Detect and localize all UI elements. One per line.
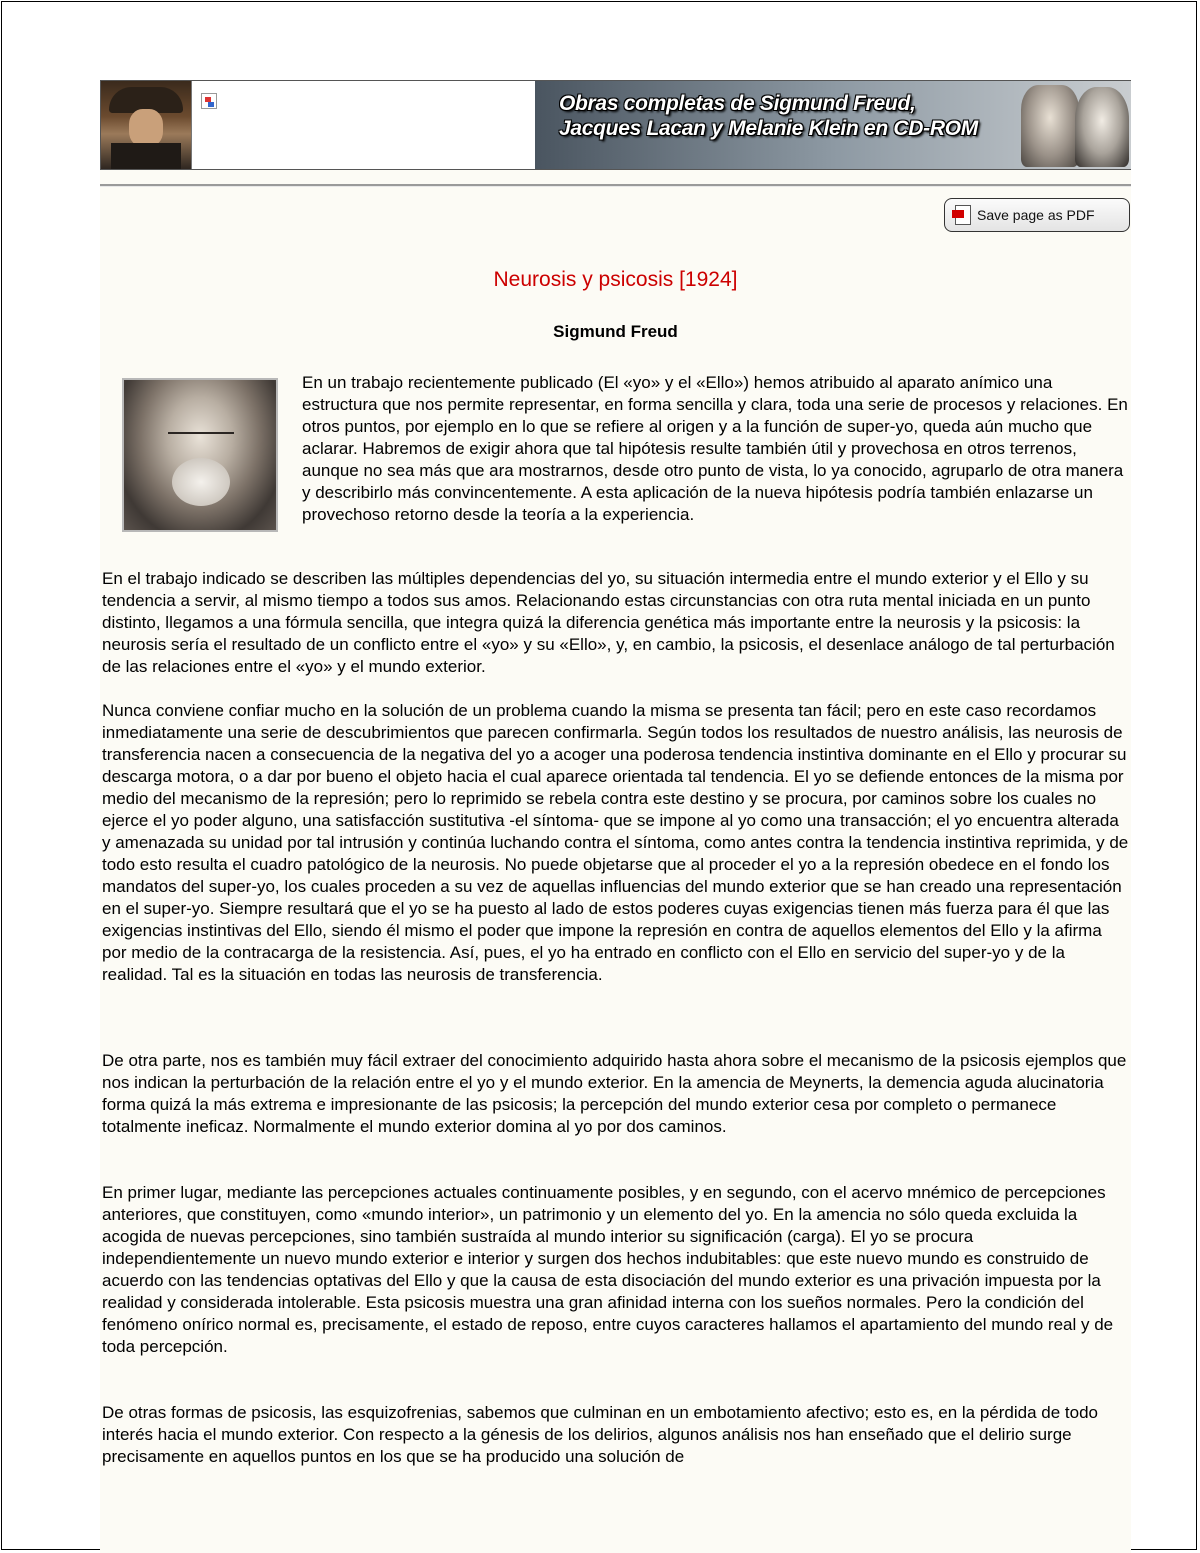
page-title: Neurosis y psicosis [1924] (493, 268, 738, 291)
author-portrait (122, 378, 278, 532)
site-banner (100, 80, 1131, 170)
save-pdf-label: Save page as PDF (977, 207, 1095, 223)
banner-ad[interactable] (535, 81, 1131, 169)
banner-title-line1: Obras completas de Sigmund Freud, (559, 92, 916, 115)
paragraph: De otras formas de psicosis, las esquizofrenias, sabemos que culminan en un embotamiento afectivo; esto es, en la pérdida de todo interés hacia el mundo exterior. Con respecto a la génesis de los delirios, algunos análisis nos han enseñado que el delirio surge precisamente en aquellos puntos en los que se ha producido una solución de (102, 1403, 1099, 1466)
save-pdf-button[interactable] (944, 198, 1130, 232)
banner-title (559, 91, 989, 141)
banner-portrait-photo (101, 81, 192, 169)
broken-image-icon (201, 93, 217, 109)
banner-photo-freud (1021, 85, 1079, 167)
article-author: Sigmund Freud (553, 322, 678, 341)
paragraph: Nunca conviene confiar mucho en la solución de un problema cuando la misma se presenta tan fácil; pero en este caso recordamos inmediatamente una serie de descubrimientos que parecen confirmarla. Según todos los resultados de nuestro análisis, las neurosis de transferencia nacen a consecuencia de la negativa del yo a acoger una poderosa tendencia instintiva dominante en el Ello y procurar su descarga motora, o a dar por bueno el objeto hacia el cual aparece orientada tal tendencia. El yo se defiende entonces de la misma por medio del mecanismo de la represión; pero lo reprimido se rebela contra este destino y se procura, por caminos sobre los cuales no ejerce el yo poder alguno, una satisfacción sustitutiva -el síntoma- que se impone al yo como una transacción; el yo encuentra alterada y amenazada su unidad por tal intrusión y continúa luchando contra el síntoma, como antes contra la tendencia instintiva reprimida, y de todo esto resulta el cuadro patológico de la neurosis. No puede objetarse que al proceder el yo a la represión obedece en el fondo los mandatos del super-yo, los cuales proceden a su vez de aquellas influencias del mundo exterior que se han creado una representación en el super-yo. Siempre resultará que el yo se ha puesto al lado de estos poderes cuyas exigencias tienen más fuerza para él que las exigencias instintivas del Ello, siendo él mismo el poder que impone la represión en contra de aquellos elementos del Ello y la afirma por medio de la contracarga de la resistencia. Así, pues, el yo ha entrado en conflicto con el Ello en servicio del super-yo y de la realidad. Tal es la situación en todas las neurosis de transferencia. (102, 701, 1129, 984)
paragraph: En primer lugar, mediante las percepciones actuales continuamente posibles, y en segundo, con el acervo mnémico de percepciones anteriores, que constituyen, como «mundo interior», un patrimonio y un elemento del yo. En la amencia no sólo queda excluida la acogida de nuevas percepciones, sino también sustraída al mundo interior su significación (carga). El yo se procura independientemente un nuevo mundo exterior e interior y surgen dos hechos indubitables: que este nuevo mundo es construido de acuerdo con las tendencias optativas del Ello y que la causa de esta disociación del mundo exterior es una privación impuesta por la realidad y considerada intolerable. Esta psicosis muestra una gran afinidad interna con los sueños normales. Pero la condición del fenómeno onírico normal es, precisamente, el estado de reposo, entre cuyos caracteres hallamos el apartamiento del mundo real y de toda percepción. (102, 1183, 1114, 1356)
banner-photo-klein (1075, 87, 1129, 167)
paragraph: De otra parte, nos es también muy fácil extraer del conocimiento adquirido hasta ahora sobre el mecanismo de la psicosis ejemplos que nos indican la perturbación de la relación entre el yo y el mundo exterior. En la amencia de Meynerts, la demencia aguda alucinatoria forma quizá la más extrema e impresionante de las psicosis; la percepción del mundo exterior cesa por completo o permanece totalmente ineficaz. Normalmente el mundo exterior domina al yo por dos caminos. (102, 1051, 1127, 1136)
header-divider (100, 184, 1131, 187)
banner-title-line2: Jacques Lacan y Melanie Klein en CD-ROM (559, 117, 978, 140)
paragraph-intro: En un trabajo recientemente publicado (El «yo» y el «Ello») hemos atribuido al aparato anímico una estructura que nos permite representar, en forma sencilla y clara, toda una serie de procesos y relaciones. En otros puntos, por ejemplo en lo que se refiere al origen y a la función de super-yo, queda aún mucho que aclarar. Habremos de exigir ahora que tal hipótesis resulte también útil y provechosa en otros terrenos, aunque no sea más que ara mostrarnos, desde otro punto de vista, lo ya conocido, agruparlo de otra manera y describirlo más convincentemente. A esta aplicación de la nueva hipótesis podría también enlazarse un provechoso retorno desde la teoría a la experiencia. (302, 373, 1128, 524)
page-content (100, 80, 1131, 1553)
pdf-icon (955, 205, 971, 225)
paragraph: En el trabajo indicado se describen las múltiples dependencias del yo, su situación intermedia entre el mundo exterior y el Ello y su tendencia a servir, al mismo tiempo a todos sus amos. Relacionando estas circunstancias con otra ruta mental iniciada en un punto distinto, llegamos a una fórmula sencilla, que integra quizá la diferencia genética más importante entre la neurosis y la psicosis: la neurosis sería el resultado de un conflicto entre el «yo» y su «Ello», y, en cambio, la psicosis, el desenlace análogo de tal perturbación de las relaciones entre el «yo» y el mundo exterior. (102, 569, 1115, 676)
